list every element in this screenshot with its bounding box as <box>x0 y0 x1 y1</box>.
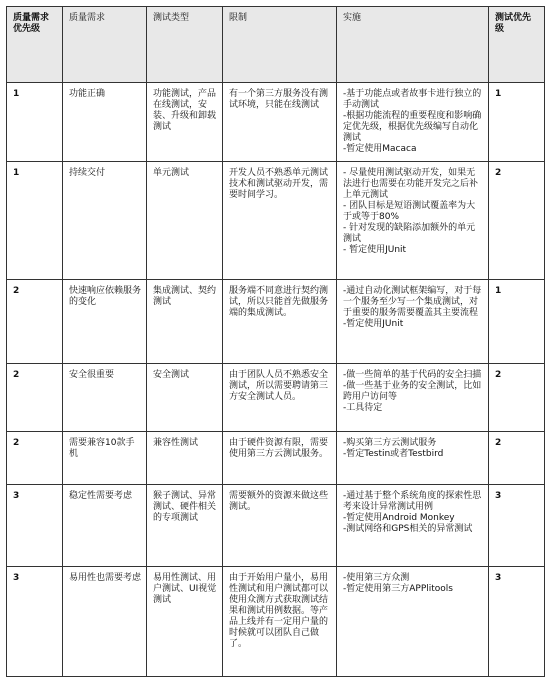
cell-requirement: 易用性也需要考虑 <box>63 567 147 677</box>
table-row <box>7 485 545 567</box>
quality-test-table <box>6 6 545 677</box>
cell-test-type: 猴子测试、异常测试、硬件相关的专项测试 <box>147 485 223 567</box>
cell-test-type: 兼容性测试 <box>147 432 223 485</box>
cell-test-type: 安全测试 <box>147 364 223 432</box>
header-test-type: 测试类型 <box>147 7 223 83</box>
header-row <box>7 7 545 83</box>
cell-implementation: -通过自动化测试框架编写，对于每一个服务至少写一个集成测试，对于重要的服务需要覆盖其主要流程 -暂定使用JUnit <box>337 280 489 364</box>
cell-priority: 2 <box>7 364 63 432</box>
cell-requirement: 持续交付 <box>63 162 147 280</box>
cell-test-priority: 2 <box>489 162 545 280</box>
header-test-priority: 测试优先级 <box>489 7 545 83</box>
cell-priority: 2 <box>7 432 63 485</box>
header-quality-priority: 质量需求优先级 <box>7 7 63 83</box>
table-row <box>7 83 545 162</box>
cell-requirement: 稳定性需要考虑 <box>63 485 147 567</box>
table-row <box>7 432 545 485</box>
cell-limit: 有一个第三方服务没有测试环境，只能在线测试 <box>223 83 337 162</box>
cell-test-type: 单元测试 <box>147 162 223 280</box>
cell-test-priority: 3 <box>489 485 545 567</box>
cell-requirement: 功能正确 <box>63 83 147 162</box>
cell-implementation: -做一些简单的基于代码的安全扫描 -做一些基于业务的安全测试，比如跨用户访问等 -工具待定 <box>337 364 489 432</box>
header-quality-requirement: 质量需求 <box>63 7 147 83</box>
cell-implementation: -基于功能点或者故事卡进行独立的手动测试 -根据功能流程的重要程度和影响确定优先级，根据优先级编写自动化测试 -暂定使用Macaca <box>337 83 489 162</box>
cell-implementation: - 尽量使用测试驱动开发，如果无法进行也需要在功能开发完之后补上单元测试 - 团队目标是短语测试覆盖率为大于或等于80% - 针对发现的缺陷添加额外的单元测试 - 暂定使用JUnit <box>337 162 489 280</box>
cell-test-priority: 1 <box>489 83 545 162</box>
cell-priority: 1 <box>7 83 63 162</box>
cell-test-priority: 2 <box>489 364 545 432</box>
cell-requirement: 快速响应依赖服务的变化 <box>63 280 147 364</box>
cell-limit: 由于硬件资源有限，需要使用第三方云测试服务。 <box>223 432 337 485</box>
cell-priority: 3 <box>7 567 63 677</box>
cell-limit: 由于开始用户量小，易用性测试和用户测试都可以使用众测方式获取测试结果和测试用例数据。等产品上线并有一定用户量的时候就可以团队自己做了。 <box>223 567 337 677</box>
cell-implementation: -通过基于整个系统角度的探索性思考来设计异常测试用例 -暂定使用Android Monkey -测试网络和GPS相关的异常测试 <box>337 485 489 567</box>
cell-priority: 3 <box>7 485 63 567</box>
cell-requirement: 需要兼容10款手机 <box>63 432 147 485</box>
cell-limit: 开发人员不熟悉单元测试技术和测试驱动开发，需要时间学习。 <box>223 162 337 280</box>
cell-priority: 2 <box>7 280 63 364</box>
cell-implementation: -购买第三方云测试服务 -暂定Testin或者Testbird <box>337 432 489 485</box>
cell-test-type: 集成测试、契约测试 <box>147 280 223 364</box>
table-row <box>7 162 545 280</box>
header-limit: 限制 <box>223 7 337 83</box>
cell-test-priority: 2 <box>489 432 545 485</box>
cell-limit: 由于团队人员不熟悉安全测试，所以需要聘请第三方安全测试人员。 <box>223 364 337 432</box>
cell-test-type: 功能测试，产品在线测试，安装、升级和卸载测试 <box>147 83 223 162</box>
cell-test-type: 易用性测试、用户测试、UI视觉测试 <box>147 567 223 677</box>
header-implementation: 实施 <box>337 7 489 83</box>
table-row <box>7 280 545 364</box>
cell-priority: 1 <box>7 162 63 280</box>
cell-test-priority: 3 <box>489 567 545 677</box>
cell-requirement: 安全很重要 <box>63 364 147 432</box>
cell-limit: 需要额外的资源来做这些测试。 <box>223 485 337 567</box>
cell-implementation: -使用第三方众测 -暂定使用第三方APPlitools <box>337 567 489 677</box>
table-row <box>7 364 545 432</box>
cell-test-priority: 1 <box>489 280 545 364</box>
cell-limit: 服务端不同意进行契约测试，所以只能首先做服务端的集成测试。 <box>223 280 337 364</box>
table-row <box>7 567 545 677</box>
